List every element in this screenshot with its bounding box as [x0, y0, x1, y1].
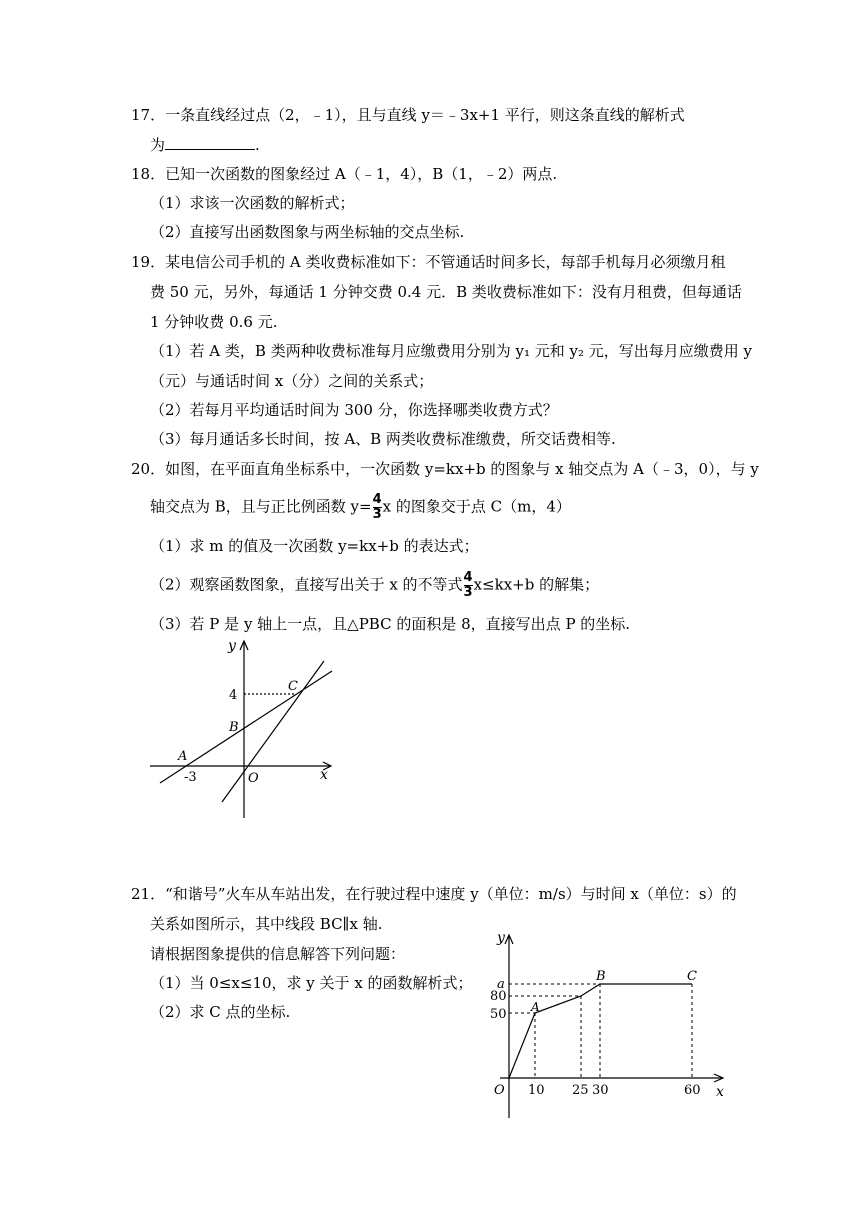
point-B-label: B	[229, 720, 239, 735]
point-A-label: A	[178, 749, 188, 764]
tick-a: a	[497, 977, 505, 992]
point-A-label: A	[531, 1000, 540, 1014]
q20-part2-pre: （2）观察函数图象，直接写出关于 x 的不等式	[150, 575, 463, 594]
tick-neg3: -3	[184, 770, 197, 785]
y-axis-label: y	[497, 930, 505, 946]
tick-4: 4	[229, 688, 238, 703]
tick-25: 25	[572, 1083, 589, 1098]
fraction-four-thirds	[464, 571, 473, 600]
q17-line2	[150, 135, 260, 155]
q21-figure	[480, 926, 740, 1126]
y-axis-label: y	[228, 638, 236, 654]
fraction-numerator: 4	[463, 570, 473, 585]
q20-line1: 20．如图，在平面直角坐标系中，一次函数 y=kx+b 的图象与 x 轴交点为 A（﹣3，0），与 y	[131, 460, 759, 478]
q20-line2	[150, 493, 571, 522]
q21-line3: 请根据图象提供的信息解答下列问题：	[150, 945, 406, 963]
origin-label: O	[248, 771, 259, 786]
x-axis-label: x	[716, 1084, 724, 1100]
q17-line2-post: .	[255, 136, 260, 154]
q20-figure	[140, 636, 350, 826]
q19-part2: （2）若每月平均通话时间为 300 分，你选择哪类收费方式？	[150, 401, 558, 419]
q21-line2: 关系如图所示，其中线段 BC∥x 轴.	[150, 915, 383, 933]
origin-label: O	[494, 1083, 505, 1098]
q20-line2-pre: 轴交点为 B，且与正比例函数 y=	[150, 497, 372, 516]
q18-part2: （2）直接写出函数图象与两坐标轴的交点坐标.	[150, 223, 465, 241]
fraction-four-thirds	[373, 493, 382, 522]
point-B-label: B	[596, 969, 606, 984]
q19-part3: （3）每月通话多长时间，按 A、B 两类收费标准缴费，所交话费相等.	[150, 430, 616, 448]
point-C-label: C	[687, 969, 697, 984]
q20-part2-post: x≤kx+b 的解集；	[473, 575, 600, 594]
x-axis-label: x	[320, 767, 328, 783]
fraction-denominator: 3	[372, 507, 382, 522]
q20-part3: （3）若 P 是 y 轴上一点，且△PBC 的面积是 8，直接写出点 P 的坐标.	[150, 615, 631, 633]
q17-line2-pre: 为	[150, 136, 166, 154]
q19-line3: 1 分钟收费 0.6 元.	[150, 313, 278, 331]
fraction-numerator: 4	[372, 492, 382, 507]
q18-part1: （1）求该一次函数的解析式；	[150, 194, 355, 212]
answer-blank	[165, 135, 255, 150]
tick-80: 80	[490, 989, 507, 1004]
q19-line1: 19．某电信公司手机的 A 类收费标准如下：不管通话时间多长，每部手机每月必须缴月租	[131, 253, 726, 271]
q20-part2	[150, 571, 599, 600]
q20-part1: （1）求 m 的值及一次函数 y=kx+b 的表达式；	[150, 537, 479, 555]
q19-part1b: （元）与通话时间 x（分）之间的关系式；	[150, 372, 434, 390]
q21-part2: （2）求 C 点的坐标.	[150, 1003, 291, 1021]
q18-stem: 18．已知一次函数的图象经过 A（﹣1，4），B（1，﹣2）两点.	[131, 165, 558, 183]
tick-30: 30	[592, 1083, 609, 1098]
q19-line2: 费 50 元，另外，每通话 1 分钟交费 0.4 元．B 类收费标准如下：没有月租费，但每通话	[150, 283, 742, 301]
tick-60: 60	[684, 1083, 701, 1098]
q21-part1: （1）当 0≤x≤10，求 y 关于 x 的函数解析式；	[150, 974, 473, 992]
q19-part1a: （1）若 A 类，B 类两种收费标准每月应缴费用分别为 y₁ 元和 y₂ 元，写出每月应缴费用 y	[150, 342, 752, 360]
fraction-denominator: 3	[463, 585, 473, 600]
q21-line1: 21．“和谐号”火车从车站出发，在行驶过程中速度 y（单位：m/s）与时间 x（单位：s）的	[131, 885, 737, 903]
point-C-label: C	[288, 679, 298, 694]
q17-line1: 17．一条直线经过点（2，﹣1），且与直线 y＝﹣3x+1 平行，则这条直线的解析式	[131, 106, 685, 124]
tick-50: 50	[490, 1007, 507, 1022]
tick-10: 10	[528, 1083, 545, 1098]
q20-line2-post: x 的图象交于点 C（m，4）	[382, 497, 571, 516]
